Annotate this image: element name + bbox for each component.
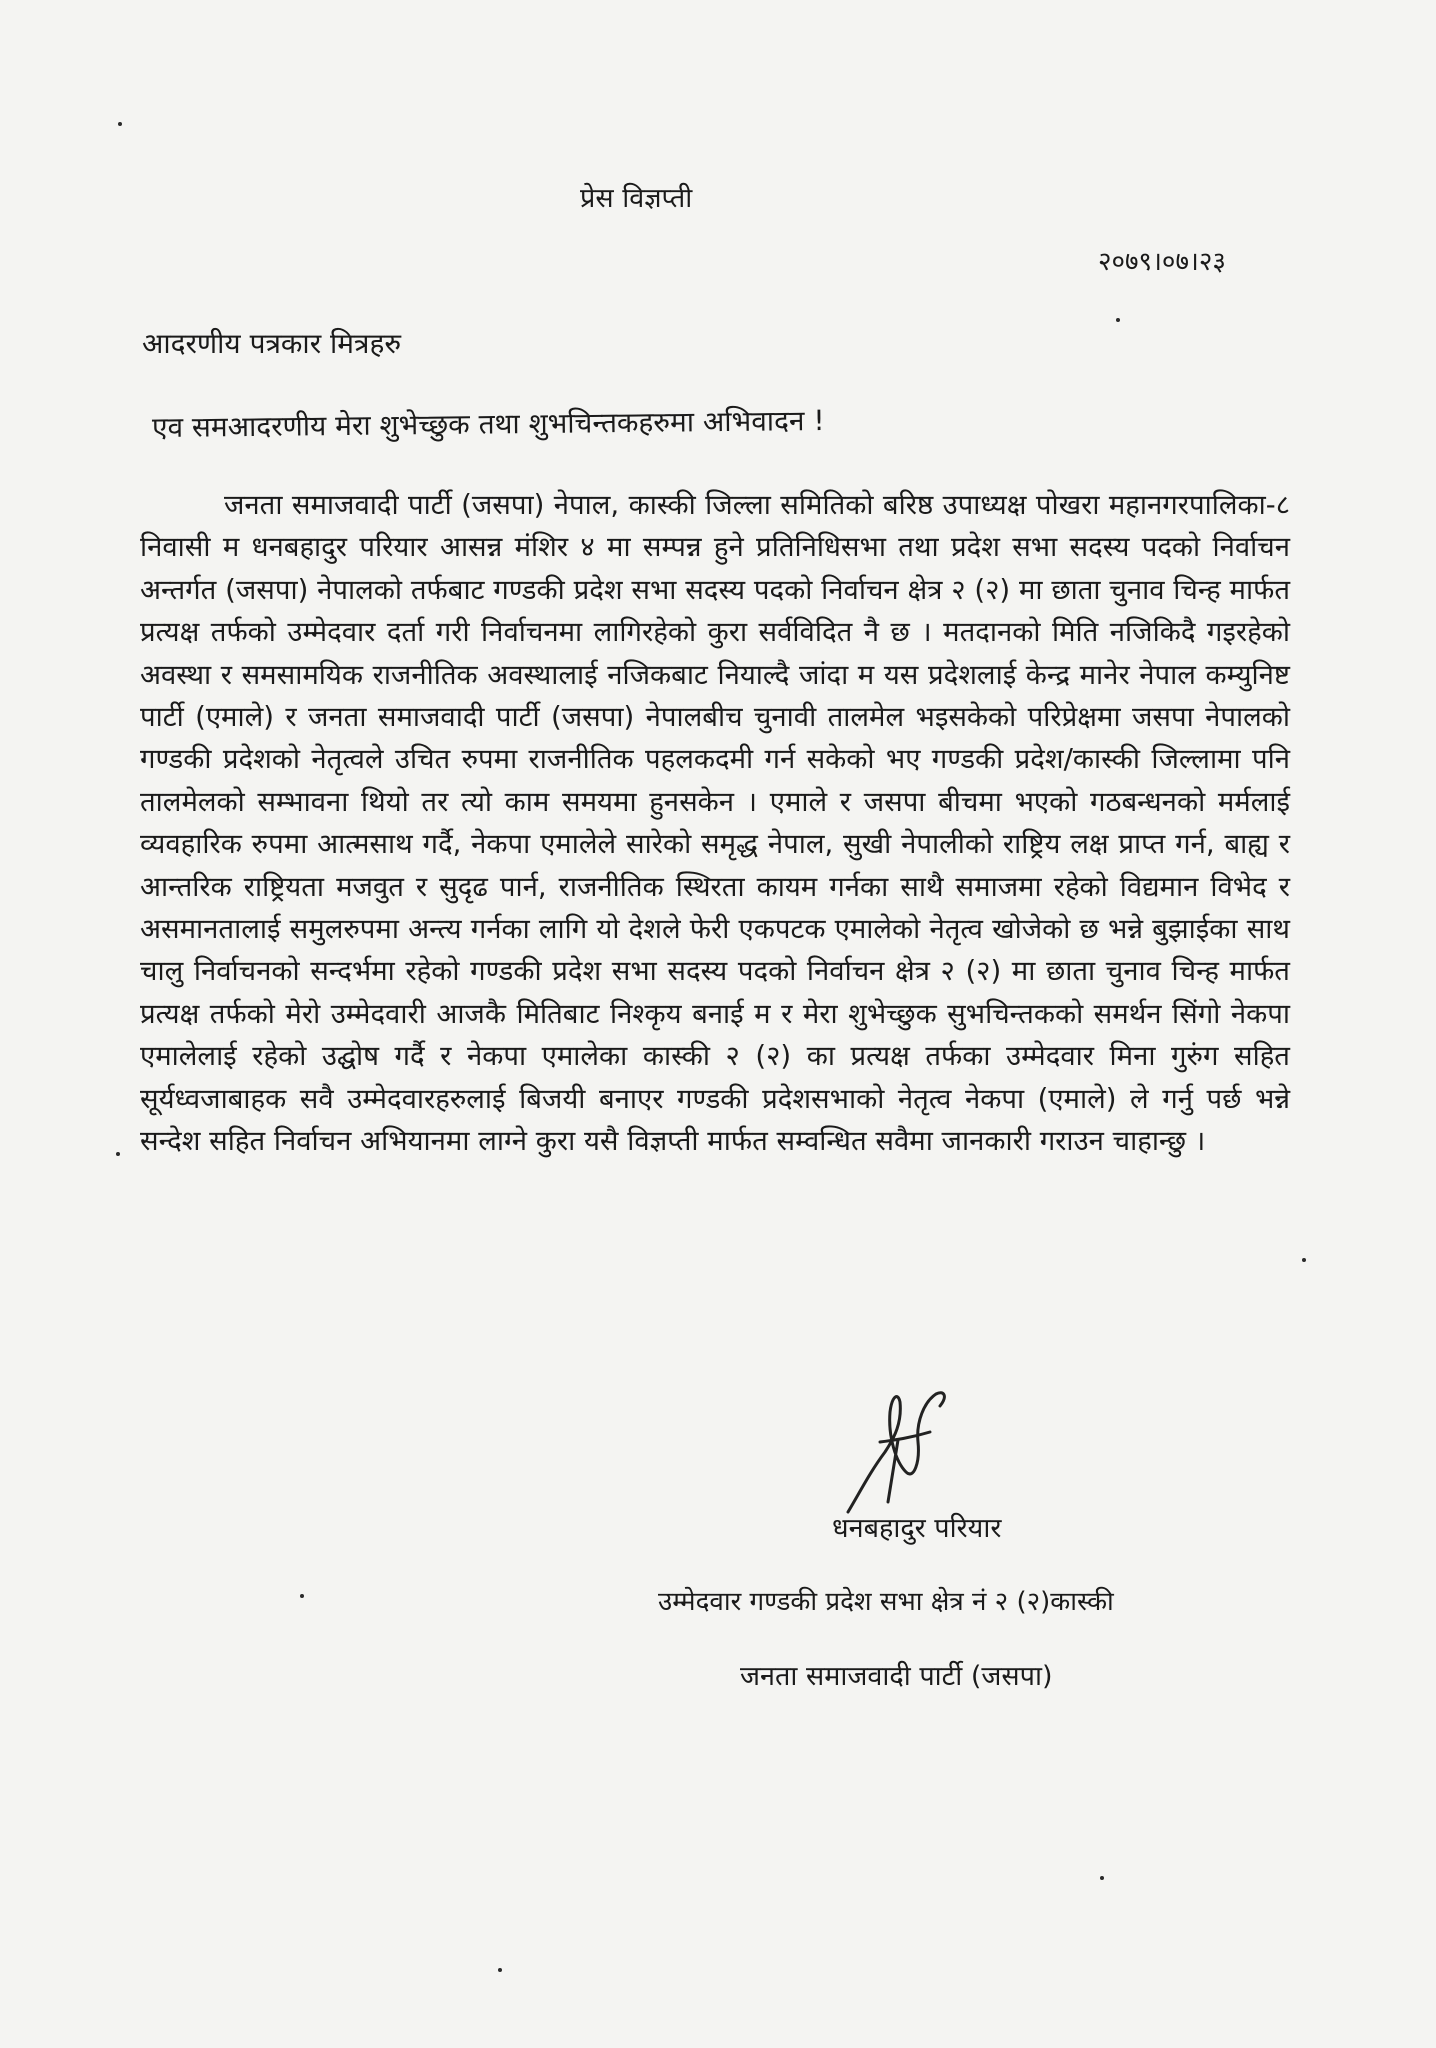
signer-party: जनता समाजवादी पार्टी (जसपा) [740,1661,1053,1692]
document-title: प्रेस विज्ञप्ती [580,183,693,214]
greeting: एव समआदरणीय मेरा शुभेच्छुक तथा शुभचिन्तकहरुमा अभिवादन ! [151,403,825,444]
handwritten-signature [840,1382,960,1522]
salutation: आदरणीय पत्रकार मित्रहरु [142,327,402,360]
paper-speck [1302,1258,1306,1262]
signer-name: धनबहादुर परियार [832,1513,1002,1544]
paper-speck [1116,318,1120,322]
body-paragraph: जनता समाजवादी पार्टी (जसपा) नेपाल, कास्की जिल्ला समितिको बरिष्ठ उपाध्यक्ष पोखरा महानगरपालिका-८ निवासी म धनबहादुर परियार आसन्न मंशिर ४ मा सम्पन्न हुने प्रतिनिधिसभा तथा प्रदेश सभा सदस्य पदको निर्वाचन अन्तर्गत (जसपा) नेपालको तर्फबाट गण्डकी प्रदेश सभा सदस्य पदको निर्वाचन क्षेत्र २ (२) मा छाता चुनाव चिन्ह मार्फत प्रत्यक्ष तर्फको उम्मेदवार दर्ता गरी निर्वाचनमा लागिरहेको कुरा सर्वविदित नै छ । मतदानको मिति नजिकिदै गइरहेको अवस्था र समसामयिक राजनीतिक अवस्थालाई नजिकबाट नियाल्दै जांदा म यस प्रदेशलाई केन्द्र मानेर नेपाल कम्युनिष्ट पार्टी (एमाले) र जनता समाजवादी पार्टी (जसपा) नेपालबीच चुनावी तालमेल भइसकेको परिप्रेक्षमा जसपा नेपालको गण्डकी प्रदेशको नेतृत्वले उचित रुपमा राजनीतिक पहलकदमी गर्न सकेको भए गण्डकी प्रदेश/कास्की जिल्लामा पनि तालमेलको सम्भावना थियो तर त्यो काम समयमा हुनसकेन । एमाले र जसपा बीचमा भएको गठबन्धनको मर्मलाई व्यवहारिक रुपमा आत्मसाथ गर्दै, नेकपा एमालेले सारेको समृद्ध नेपाल, सुखी नेपालीको राष्ट्रिय लक्ष प्राप्त गर्न, बाह्य र आन्तरिक राष्ट्रियता मजवुत र सुदृढ पार्न, राजनीतिक स्थिरता कायम गर्नका साथै समाजमा रहेको विद्यमान विभेद र असमानतालाई समुलरुपमा अन्त्य गर्नका लागि यो देशले फेरी एकपटक एमालेको नेतृत्व खोजेको छ भन्ने बुझाईका साथ चालु निर्वाचनको सन्दर्भमा रहेको गण्डकी प्रदेश सभा सदस्य पदको निर्वाचन क्षेत्र २ (२) मा छाता चुनाव चिन्ह मार्फत प्रत्यक्ष तर्फको मेरो उम्मेदवारी आजकै मितिबाट निश्कृय बनाई म र मेरा शुभेच्छुक सुभचिन्तकको समर्थन सिंगो नेकपा एमालेलाई रहेको उद्घोष गर्दै र नेकपा एमालेका कास्की २ (२) का प्रत्यक्ष तर्फका उम्मेदवार मिना गुरुंग सहित सूर्यध्वजाबाहक सवै उम्मेदवारहरुलाई बिजयी बनाएर गण्डकी प्रदेशसभाको नेतृत्व नेकपा (एमाले) ले गर्नु पर्छ भन्ने सन्देश सहित निर्वाचन अभियानमा लाग्ने कुरा यसै विज्ञप्ती मार्फत सम्वन्धित सवैमा जानकारी गराउन चाहान्छु । [140,489,1290,1158]
paper-speck [1100,1876,1104,1880]
paper-speck [498,1968,502,1972]
paper-speck [300,1594,304,1598]
paper-speck [118,122,122,126]
document-date: २०७९।०७।२३ [1098,247,1226,277]
signer-title: उम्मेदवार गण्डकी प्रदेश सभा क्षेत्र नं २ (२)कास्की [658,1587,1114,1617]
paper-speck [116,1152,120,1156]
